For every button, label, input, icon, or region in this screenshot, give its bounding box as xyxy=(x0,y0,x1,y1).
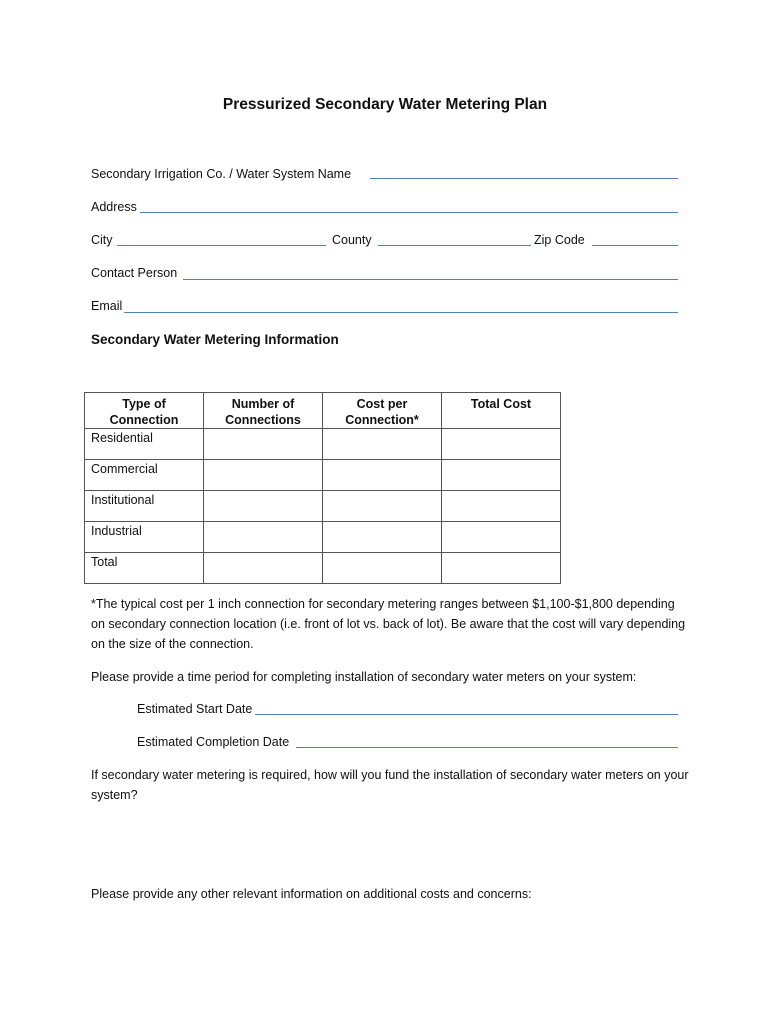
county-label: County xyxy=(332,233,372,247)
header-type-of-connection xyxy=(85,393,204,429)
row-label-industrial: Industrial xyxy=(85,522,204,553)
header-line: Connection xyxy=(109,413,179,427)
table-row xyxy=(85,491,561,522)
residential-total-cell[interactable] xyxy=(442,429,561,460)
page-title: Pressurized Secondary Water Metering Plan xyxy=(222,96,548,113)
address-label: Address xyxy=(91,200,137,214)
header-line: Connection* xyxy=(345,413,419,427)
zip-code-label: Zip Code xyxy=(534,233,585,247)
completion-date-field[interactable] xyxy=(296,747,678,748)
row-label-institutional: Institutional xyxy=(85,491,204,522)
start-date-label: Estimated Start Date xyxy=(137,702,253,716)
table-row xyxy=(85,429,561,460)
start-date-field[interactable] xyxy=(255,714,678,715)
completion-date-label: Estimated Completion Date xyxy=(137,735,290,749)
institutional-total-cell[interactable] xyxy=(442,491,561,522)
industrial-number-cell[interactable] xyxy=(204,522,323,553)
commercial-total-cell[interactable] xyxy=(442,460,561,491)
industrial-cost-cell[interactable] xyxy=(323,522,442,553)
header-line: Connections xyxy=(225,413,301,427)
row-label-total: Total xyxy=(85,553,204,584)
zip-code-field[interactable] xyxy=(592,245,678,246)
header-line: Number of xyxy=(231,397,295,411)
contact-person-label: Contact Person xyxy=(91,266,178,280)
industrial-total-cell[interactable] xyxy=(442,522,561,553)
funding-question: If secondary water metering is required, how will you fund the installation of secondary water meters on your system? xyxy=(91,768,689,802)
system-name-field[interactable] xyxy=(370,178,678,179)
header-number-of-connections xyxy=(204,393,323,429)
time-period-prompt: Please provide a time period for completing installation of secondary water meters on your system: xyxy=(91,670,637,684)
institutional-cost-cell[interactable] xyxy=(323,491,442,522)
address-field[interactable] xyxy=(140,212,678,213)
total-cost-cell[interactable] xyxy=(323,553,442,584)
table-row xyxy=(85,522,561,553)
city-label: City xyxy=(91,233,113,247)
other-info-prompt: Please provide any other relevant information on additional costs and concerns: xyxy=(91,887,532,901)
county-field[interactable] xyxy=(378,245,531,246)
table-row xyxy=(85,553,561,584)
total-number-cell[interactable] xyxy=(204,553,323,584)
row-label-commercial: Commercial xyxy=(85,460,204,491)
header-cost-per-connection xyxy=(323,393,442,429)
email-label: Email xyxy=(91,299,123,313)
header-total-cost xyxy=(442,393,561,429)
table-row xyxy=(85,460,561,491)
residential-cost-cell[interactable] xyxy=(323,429,442,460)
table-header-row xyxy=(85,393,561,429)
header-line: Type of xyxy=(122,397,166,411)
cost-footnote: *The typical cost per 1 inch connection for secondary metering ranges between $1,100-$1,800 depending on secondary connection location (i.e. front of lot vs. back of lot). Be aware that the cost will vary depending on the size of the connection. xyxy=(91,597,686,651)
residential-number-cell[interactable] xyxy=(204,429,323,460)
header-line: Cost per xyxy=(356,397,408,411)
system-name-label: Secondary Irrigation Co. / Water System Name xyxy=(91,167,352,181)
email-field[interactable] xyxy=(124,312,678,313)
city-field[interactable] xyxy=(117,245,326,246)
commercial-cost-cell[interactable] xyxy=(323,460,442,491)
institutional-number-cell[interactable] xyxy=(204,491,323,522)
header-line: Total Cost xyxy=(470,397,532,411)
metering-table xyxy=(84,392,561,584)
section-heading: Secondary Water Metering Information xyxy=(91,332,339,347)
commercial-number-cell[interactable] xyxy=(204,460,323,491)
row-label-residential: Residential xyxy=(85,429,204,460)
contact-person-field[interactable] xyxy=(183,279,678,280)
total-total-cell[interactable] xyxy=(442,553,561,584)
